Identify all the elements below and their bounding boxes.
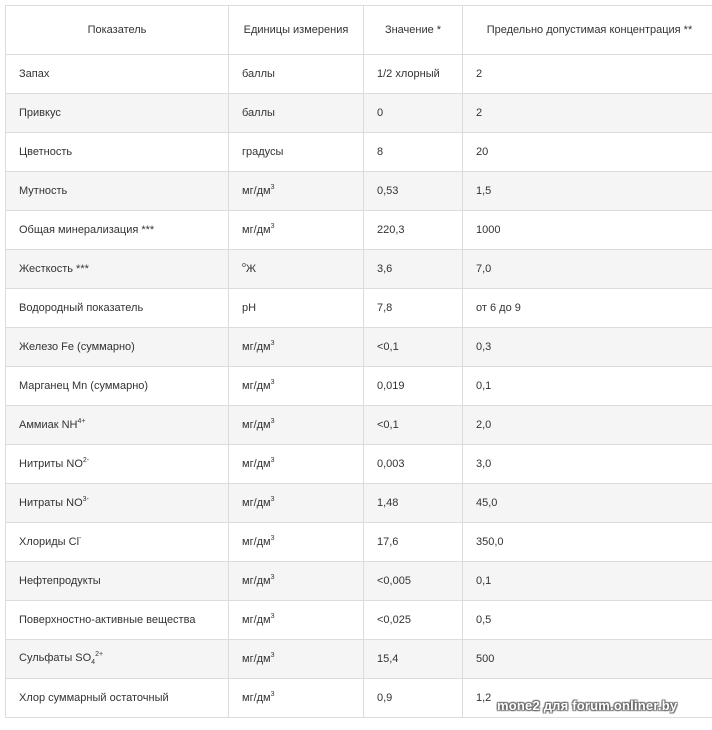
cell-value: 1/2 хлорный (364, 55, 463, 94)
cell-name: Марганец Mn (суммарно) (6, 367, 229, 406)
cell-name: Цветность (6, 133, 229, 172)
table-row (6, 562, 712, 601)
table-row (6, 523, 712, 562)
cell-unit: градусы (229, 133, 364, 172)
table-row (6, 250, 712, 289)
table-row (6, 55, 712, 94)
cell-name: Привкус (6, 94, 229, 133)
cell-unit: $мг/дм^3$ (229, 211, 364, 250)
cell-value: 17,6 (364, 523, 463, 562)
cell-limit: 1,5 (463, 172, 712, 211)
table-row (6, 484, 712, 523)
cell-limit: 0,3 (463, 328, 712, 367)
cell-value: 3,6 (364, 250, 463, 289)
cell-name: Хлориды Cl- (6, 523, 229, 562)
cell-value: 8 (364, 133, 463, 172)
header-value: Значение * (364, 6, 463, 55)
cell-value: 220,3 (364, 211, 463, 250)
cell-unit: $мг/дм^3$ (229, 562, 364, 601)
cell-name: Общая минерализация *** (6, 211, 229, 250)
table-row (6, 445, 712, 484)
cell-name: Хлор суммарный остаточный (6, 679, 229, 718)
cell-limit: 1000 (463, 211, 712, 250)
cell-name: Водородный показатель (6, 289, 229, 328)
cell-unit: баллы (229, 55, 364, 94)
table-row (6, 328, 712, 367)
cell-unit: $мг/дм^3$ (229, 640, 364, 679)
cell-limit: 2 (463, 55, 712, 94)
cell-value: 1,48 (364, 484, 463, 523)
cell-value: <0,1 (364, 328, 463, 367)
cell-value: 0,019 (364, 367, 463, 406)
cell-limit: от 6 до 9 (463, 289, 712, 328)
cell-name: Железо Fe (суммарно) (6, 328, 229, 367)
cell-name: Мутность (6, 172, 229, 211)
cell-value: <0,1 (364, 406, 463, 445)
cell-limit: 0,5 (463, 601, 712, 640)
cell-limit: 2,0 (463, 406, 712, 445)
cell-unit: $мг/дм^3$ (229, 367, 364, 406)
cell-value: <0,025 (364, 601, 463, 640)
cell-unit: $мг/дм^3$ (229, 601, 364, 640)
cell-limit: 350,0 (463, 523, 712, 562)
table-row (6, 133, 712, 172)
cell-limit: 500 (463, 640, 712, 679)
cell-value: 15,4 (364, 640, 463, 679)
table-row (6, 601, 712, 640)
cell-name: Нитраты $NO^{3-}$ (6, 484, 229, 523)
cell-limit: 7,0 (463, 250, 712, 289)
cell-name: Поверхностно-активные вещества (6, 601, 229, 640)
cell-name: Нитриты $NO^{2-}$ (6, 445, 229, 484)
cell-unit: $мг/дм^3$ (229, 406, 364, 445)
cell-limit: 1,2 (463, 679, 712, 718)
cell-name: Сульфаты $SO_4^{2+}$ (6, 640, 229, 679)
table-header-row (6, 6, 712, 55)
cell-unit: $мг/дм^3$ (229, 445, 364, 484)
cell-unit: $мг/дм^3$ (229, 523, 364, 562)
header-limit: Предельно допустимая концентрация ** (463, 6, 712, 55)
watermark: mone2 для forum.onliner.by (497, 698, 678, 713)
cell-unit: $^о$Ж (229, 250, 364, 289)
cell-limit: 2 (463, 94, 712, 133)
cell-limit: 45,0 (463, 484, 712, 523)
cell-value: 0,003 (364, 445, 463, 484)
header-units: Единицы измерения (229, 6, 364, 55)
table-row (6, 94, 712, 133)
table-row (6, 406, 712, 445)
cell-unit: $мг/дм^3$ (229, 172, 364, 211)
table-row (6, 367, 712, 406)
cell-value: <0,005 (364, 562, 463, 601)
table-row (6, 172, 712, 211)
cell-limit: 20 (463, 133, 712, 172)
cell-unit: $мг/дм^3$ (229, 679, 364, 718)
water-quality-table (5, 5, 712, 718)
cell-unit: $мг/дм^3$ (229, 484, 364, 523)
cell-name: Аммиак $NH^{4+}$ (6, 406, 229, 445)
cell-value: 0,9 (364, 679, 463, 718)
table-row (6, 289, 712, 328)
cell-name: Запах (6, 55, 229, 94)
cell-limit: 0,1 (463, 367, 712, 406)
cell-limit: 0,1 (463, 562, 712, 601)
cell-value: 0,53 (364, 172, 463, 211)
header-indicator: Показатель (6, 6, 229, 55)
table-row (6, 640, 712, 679)
cell-unit: $мг/дм^3$ (229, 328, 364, 367)
table-row (6, 211, 712, 250)
cell-value: 7,8 (364, 289, 463, 328)
cell-limit: 3,0 (463, 445, 712, 484)
cell-name: Нефтепродукты (6, 562, 229, 601)
cell-name: Жесткость *** (6, 250, 229, 289)
cell-unit: pH (229, 289, 364, 328)
cell-unit: баллы (229, 94, 364, 133)
cell-value: 0 (364, 94, 463, 133)
